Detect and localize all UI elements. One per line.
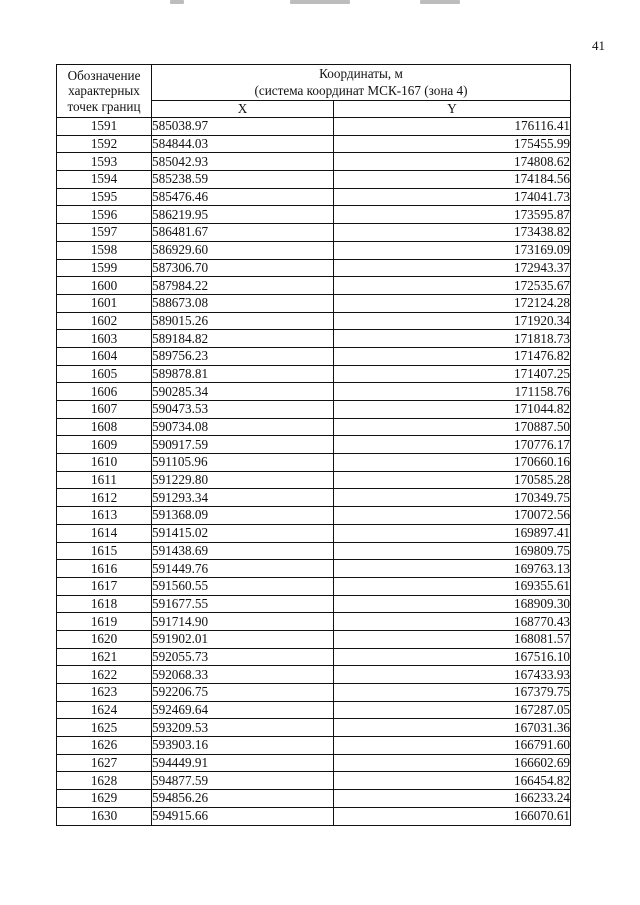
y-coordinate-cell: 166454.82 [334,772,571,790]
point-number-cell: 1630 [57,807,152,825]
y-coordinate-cell: 172943.37 [334,259,571,277]
table-row [57,365,571,383]
point-number-cell: 1624 [57,701,152,719]
point-number-cell: 1594 [57,171,152,189]
header-point-designation-line-2: характерных [68,83,140,99]
table-row [57,560,571,578]
x-coordinate-cell: 590285.34 [152,383,334,401]
point-number-cell: 1599 [57,259,152,277]
table-row [57,524,571,542]
table-row [57,294,571,312]
table-row [57,118,571,136]
x-coordinate-cell: 591368.09 [152,507,334,525]
x-coordinate-cell: 594449.91 [152,754,334,772]
point-number-cell: 1620 [57,630,152,648]
x-coordinate-cell: 591560.55 [152,577,334,595]
point-number-cell: 1592 [57,135,152,153]
table-row [57,259,571,277]
coordinates-table [56,64,571,826]
x-coordinate-cell: 591677.55 [152,595,334,613]
point-number-cell: 1619 [57,613,152,631]
y-coordinate-cell: 167287.05 [334,701,571,719]
point-number-cell: 1622 [57,666,152,684]
table-row [57,577,571,595]
header-point-designation-line-3: точек границ [67,98,141,114]
x-coordinate-cell: 585238.59 [152,171,334,189]
y-coordinate-cell: 175455.99 [334,135,571,153]
table-row [57,206,571,224]
y-coordinate-cell: 170585.28 [334,471,571,489]
table-row [57,648,571,666]
y-coordinate-cell: 169355.61 [334,577,571,595]
table-row [57,436,571,454]
y-coordinate-cell: 174184.56 [334,171,571,189]
point-number-cell: 1623 [57,684,152,702]
point-number-cell: 1597 [57,224,152,242]
x-coordinate-cell: 591902.01 [152,630,334,648]
x-coordinate-cell: 585038.97 [152,118,334,136]
point-number-cell: 1618 [57,595,152,613]
point-number-cell: 1605 [57,365,152,383]
point-number-cell: 1604 [57,347,152,365]
table-row [57,772,571,790]
point-number-cell: 1591 [57,118,152,136]
table-row [57,666,571,684]
point-number-cell: 1625 [57,719,152,737]
x-coordinate-cell: 591229.80 [152,471,334,489]
y-coordinate-cell: 174808.62 [334,153,571,171]
y-coordinate-cell: 171407.25 [334,365,571,383]
scan-artifact [170,0,480,6]
table-row [57,630,571,648]
table-row [57,595,571,613]
x-coordinate-cell: 584844.03 [152,135,334,153]
x-coordinate-cell: 590734.08 [152,418,334,436]
table-row [57,241,571,259]
scan-mark [170,0,184,4]
point-number-cell: 1616 [57,560,152,578]
x-coordinate-cell: 591293.34 [152,489,334,507]
y-coordinate-cell: 170776.17 [334,436,571,454]
table-row [57,188,571,206]
header-coordinates-title: Координаты, м [319,66,403,82]
table-body [57,118,571,826]
x-coordinate-cell: 591449.76 [152,560,334,578]
point-number-cell: 1606 [57,383,152,401]
point-number-cell: 1607 [57,401,152,419]
y-coordinate-cell: 167031.36 [334,719,571,737]
y-coordinate-cell: 171476.82 [334,347,571,365]
y-coordinate-cell: 173169.09 [334,241,571,259]
page-number: 41 [592,38,605,53]
x-coordinate-cell: 587984.22 [152,277,334,295]
table-row [57,401,571,419]
point-number-cell: 1621 [57,648,152,666]
table-row [57,277,571,295]
x-coordinate-cell: 591105.96 [152,454,334,472]
x-coordinate-cell: 585042.93 [152,153,334,171]
table-row [57,684,571,702]
table-row [57,613,571,631]
y-coordinate-cell: 170887.50 [334,418,571,436]
x-coordinate-cell: 592068.33 [152,666,334,684]
x-coordinate-cell: 594877.59 [152,772,334,790]
point-number-cell: 1596 [57,206,152,224]
y-coordinate-cell: 168770.43 [334,613,571,631]
x-coordinate-cell: 586219.95 [152,206,334,224]
table-row [57,135,571,153]
point-number-cell: 1611 [57,471,152,489]
table-row [57,542,571,560]
table-row [57,489,571,507]
header-y: Y [334,100,571,117]
table-row [57,507,571,525]
y-coordinate-cell: 167379.75 [334,684,571,702]
x-coordinate-cell: 589878.81 [152,365,334,383]
point-number-cell: 1615 [57,542,152,560]
table-row [57,737,571,755]
y-coordinate-cell: 169763.13 [334,560,571,578]
header-x: X [152,100,334,117]
table-row [57,383,571,401]
x-coordinate-cell: 589184.82 [152,330,334,348]
y-coordinate-cell: 172124.28 [334,294,571,312]
point-number-cell: 1628 [57,772,152,790]
table-row [57,701,571,719]
x-coordinate-cell: 592469.64 [152,701,334,719]
point-number-cell: 1593 [57,153,152,171]
table-row [57,312,571,330]
point-number-cell: 1600 [57,277,152,295]
y-coordinate-cell: 174041.73 [334,188,571,206]
point-number-cell: 1608 [57,418,152,436]
header-point-designation [57,65,152,118]
table-row [57,347,571,365]
table-row [57,418,571,436]
point-number-cell: 1627 [57,754,152,772]
y-coordinate-cell: 170349.75 [334,489,571,507]
y-coordinate-cell: 166791.60 [334,737,571,755]
x-coordinate-cell: 593903.16 [152,737,334,755]
y-coordinate-cell: 173595.87 [334,206,571,224]
x-coordinate-cell: 588673.08 [152,294,334,312]
y-coordinate-cell: 170660.16 [334,454,571,472]
point-number-cell: 1603 [57,330,152,348]
y-coordinate-cell: 166070.61 [334,807,571,825]
y-coordinate-cell: 171818.73 [334,330,571,348]
x-coordinate-cell: 594915.66 [152,807,334,825]
header-point-designation-line-1: Обозначение [67,67,141,83]
point-number-cell: 1610 [57,454,152,472]
x-coordinate-cell: 585476.46 [152,188,334,206]
point-number-cell: 1626 [57,737,152,755]
table-row [57,454,571,472]
y-coordinate-cell: 171158.76 [334,383,571,401]
table-row [57,790,571,808]
x-coordinate-cell: 591714.90 [152,613,334,631]
point-number-cell: 1601 [57,294,152,312]
y-coordinate-cell: 166602.69 [334,754,571,772]
x-coordinate-cell: 586481.67 [152,224,334,242]
y-coordinate-cell: 167516.10 [334,648,571,666]
point-number-cell: 1629 [57,790,152,808]
table-row [57,754,571,772]
y-coordinate-cell: 167433.93 [334,666,571,684]
x-coordinate-cell: 594856.26 [152,790,334,808]
table-row [57,171,571,189]
y-coordinate-cell: 169897.41 [334,524,571,542]
x-coordinate-cell: 592055.73 [152,648,334,666]
x-coordinate-cell: 589756.23 [152,347,334,365]
y-coordinate-cell: 166233.24 [334,790,571,808]
point-number-cell: 1617 [57,577,152,595]
y-coordinate-cell: 170072.56 [334,507,571,525]
y-coordinate-cell: 169809.75 [334,542,571,560]
y-coordinate-cell: 176116.41 [334,118,571,136]
y-coordinate-cell: 168909.30 [334,595,571,613]
y-coordinate-cell: 171920.34 [334,312,571,330]
x-coordinate-cell: 589015.26 [152,312,334,330]
y-coordinate-cell: 171044.82 [334,401,571,419]
x-coordinate-cell: 591438.69 [152,542,334,560]
x-coordinate-cell: 591415.02 [152,524,334,542]
y-coordinate-cell: 168081.57 [334,630,571,648]
header-coordinate-system: (система координат МСК-167 (зона 4) [254,83,468,99]
scan-mark [420,0,460,4]
table-row [57,719,571,737]
point-number-cell: 1595 [57,188,152,206]
table-row [57,471,571,489]
point-number-cell: 1612 [57,489,152,507]
point-number-cell: 1613 [57,507,152,525]
y-coordinate-cell: 173438.82 [334,224,571,242]
x-coordinate-cell: 590917.59 [152,436,334,454]
table-row [57,807,571,825]
x-coordinate-cell: 592206.75 [152,684,334,702]
y-coordinate-cell: 172535.67 [334,277,571,295]
point-number-cell: 1609 [57,436,152,454]
x-coordinate-cell: 590473.53 [152,401,334,419]
table-row [57,224,571,242]
x-coordinate-cell: 593209.53 [152,719,334,737]
header-coordinates [152,65,571,101]
x-coordinate-cell: 587306.70 [152,259,334,277]
point-number-cell: 1598 [57,241,152,259]
point-number-cell: 1614 [57,524,152,542]
scan-mark [290,0,350,4]
table-row [57,153,571,171]
point-number-cell: 1602 [57,312,152,330]
table-row [57,330,571,348]
x-coordinate-cell: 586929.60 [152,241,334,259]
